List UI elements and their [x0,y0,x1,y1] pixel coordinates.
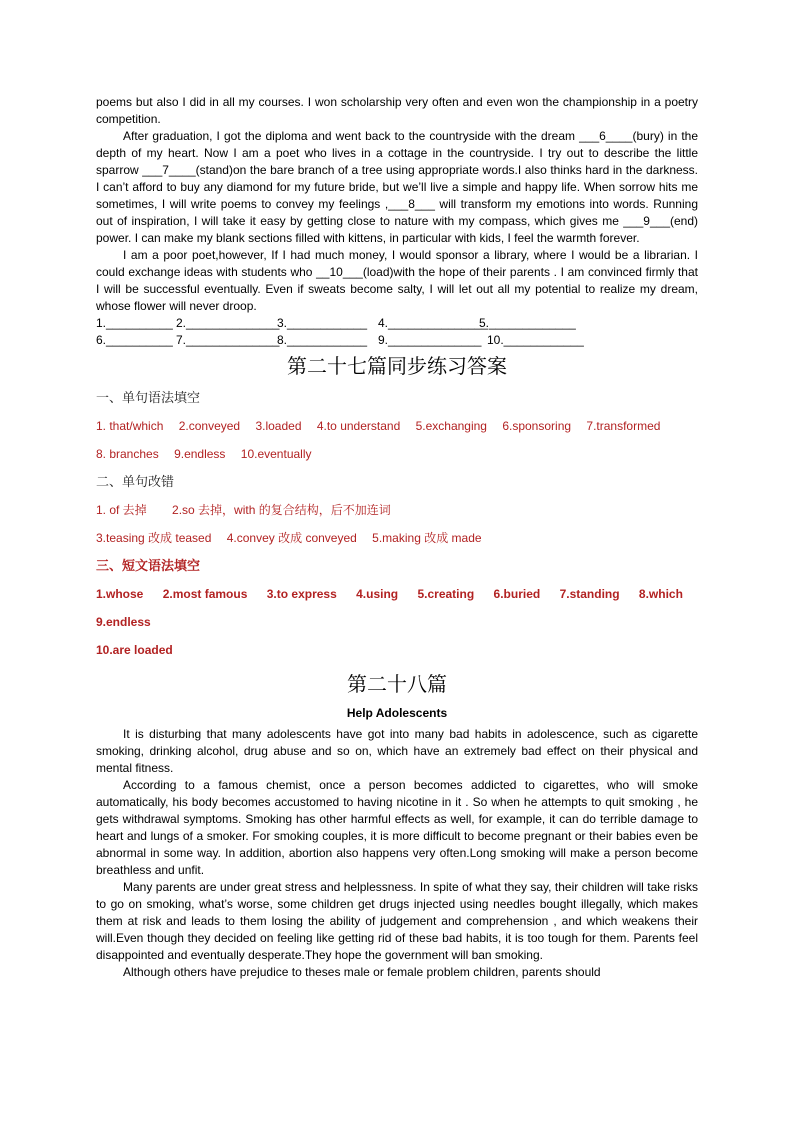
answer-line [96,417,698,435]
answer-blank[interactable]: 6.__________ [96,333,173,347]
paragraph: It is disturbing that many adolescents have got into many bad habits in adolescence, such as cigarette smoking, drinking alcohol, drug abuse and so on, which have an extremely bad effect on their physical and mental fitness. [96,727,698,775]
answer-blank[interactable]: 4._______________ [378,316,489,330]
article-subtitle: Help Adolescents [346,706,448,720]
answer-line [96,445,698,463]
answer-item: 10.are loaded [96,643,173,657]
answer-item: 7.standing [559,587,620,601]
answer-blank[interactable]: 9.______________ [378,333,482,347]
paragraph: According to a famous chemist, once a person becomes addicted to cigarettes, who will smoke automatically, his body becomes accustomed to having nicotine in it . So when he attempts to quit smoking , he gets withdrawal symptoms. Smoking has other harmful effects as well, for example, it can do terrible damage to heart and lungs of a smoker. For smoking couples, it is more difficult to become pregnant or their babies even be abnormal in some way. In addition, abortion also happens very often.Long smoking will make a person become breathless and unfit. [96,778,698,877]
paragraph: After graduation, I got the diploma and went back to the countryside with the dream ___6____(bury) in the depth of my heart. Now I am a poet who lives in a cottage in the countryside. I try out to describe the little sparrow ___7____(stand)on the bare branch of a tree using appropriate words.I also thinks hard in the darkness. I can’t afford to buy any diamond for my future bride, but we’ll live a simple and happy life. When sorrow hits me sometimes, I will write poems to convey my feelings ,___8___ will transform my emotions into words. Running out of inspiration, I will take it easy by getting close to nature with my compass, which gives me ___9___(end) power. I can make my blank sections filled with kittens, in particular with kids, I feel the warmth forever. [96,129,698,245]
answer-item: 3.teasing 改成 teased [96,531,212,545]
answer-blank[interactable]: 2.______________ [176,316,280,330]
answer-blank[interactable]: 5._____________ [479,316,576,330]
answer-item: 4.convey 改成 conveyed [226,531,357,545]
answer-blanks-row [96,332,698,349]
answer-blank[interactable]: 1.__________ [96,316,173,330]
answer-item: 10.eventually [240,447,312,461]
answer-item: 3.to express [266,587,337,601]
answer-blank[interactable]: 10.____________ [487,333,584,347]
answer-item: 6.buried [493,587,541,601]
paragraph: Many parents are under great stress and helplessness. In spite of what they say, their children will take risks to go on smoking, what’s worse, some children get drugs injected using needles bought illegally, which makes them at risk and leads to them losing the ability of judgement and comprehension , and which weakens their will.Even though they decided on feeling like getting rid of these bad habits, it is too tough for them. Parents feel disappointed and eventually desperate.They hope the government will ban smoking. [96,880,698,962]
section-heading: 三、短文语法填空 [96,558,201,573]
document-page [96,94,698,981]
answer-item: 2.so 去掉，with 的复合结构，后不加连词 [172,503,391,517]
answer-item: 8. branches [96,447,159,461]
answer-blanks-row [96,315,698,332]
answer-item: 5.making 改成 made [372,531,482,545]
paragraph: Although others have prejudice to theses male or female problem children, parents should [123,965,601,979]
paragraph: I am a poor poet,however, If I had much money, I would sponsor a library, where I would be a librarian. I could exchange ideas with students who __10___(load)with the hope of their parents . I am convinced firmly that I will be successful eventually. Even if sweats become salty, I will let out all my potential to realize my dream, whose flower will never droop. [96,248,698,313]
answer-blank[interactable]: 3.____________ [277,316,368,330]
answers-title: 第二十七篇同步练习答案 [287,354,507,378]
answer-item: 5.exchanging [415,419,487,433]
answer-item: 4.using [356,587,399,601]
answer-item: 9.endless [174,447,226,461]
answer-item: 1.whose [96,587,144,601]
answer-item: 8.which [638,587,683,601]
answer-blank[interactable]: 7.______________ [176,333,280,347]
article-title: 第二十八篇 [347,672,447,696]
answer-line [96,641,698,659]
answer-line [96,585,698,603]
answer-line [96,613,698,631]
answer-item: 5.creating [417,587,475,601]
answer-line [96,501,698,519]
paragraph: poems but also I did in all my courses. I won scholarship very often and even won the championship in a poetry competition. [96,95,698,126]
answer-item: 4.to understand [316,419,401,433]
answer-line [96,529,698,547]
answer-item: 7.transformed [586,419,661,433]
answer-item: 2.most famous [162,587,248,601]
answer-item: 2.conveyed [178,419,241,433]
section-heading: 一、单句语法填空 [96,390,201,405]
answer-item: 1. of 去掉 [96,503,147,517]
answer-item: 6.sponsoring [502,419,572,433]
section-heading: 二、单句改错 [96,474,175,489]
answer-item: 9.endless [96,615,151,629]
answer-blank[interactable]: 8.____________ [277,333,368,347]
answer-item: 3.loaded [255,419,302,433]
answer-item: 1. that/which [96,419,164,433]
